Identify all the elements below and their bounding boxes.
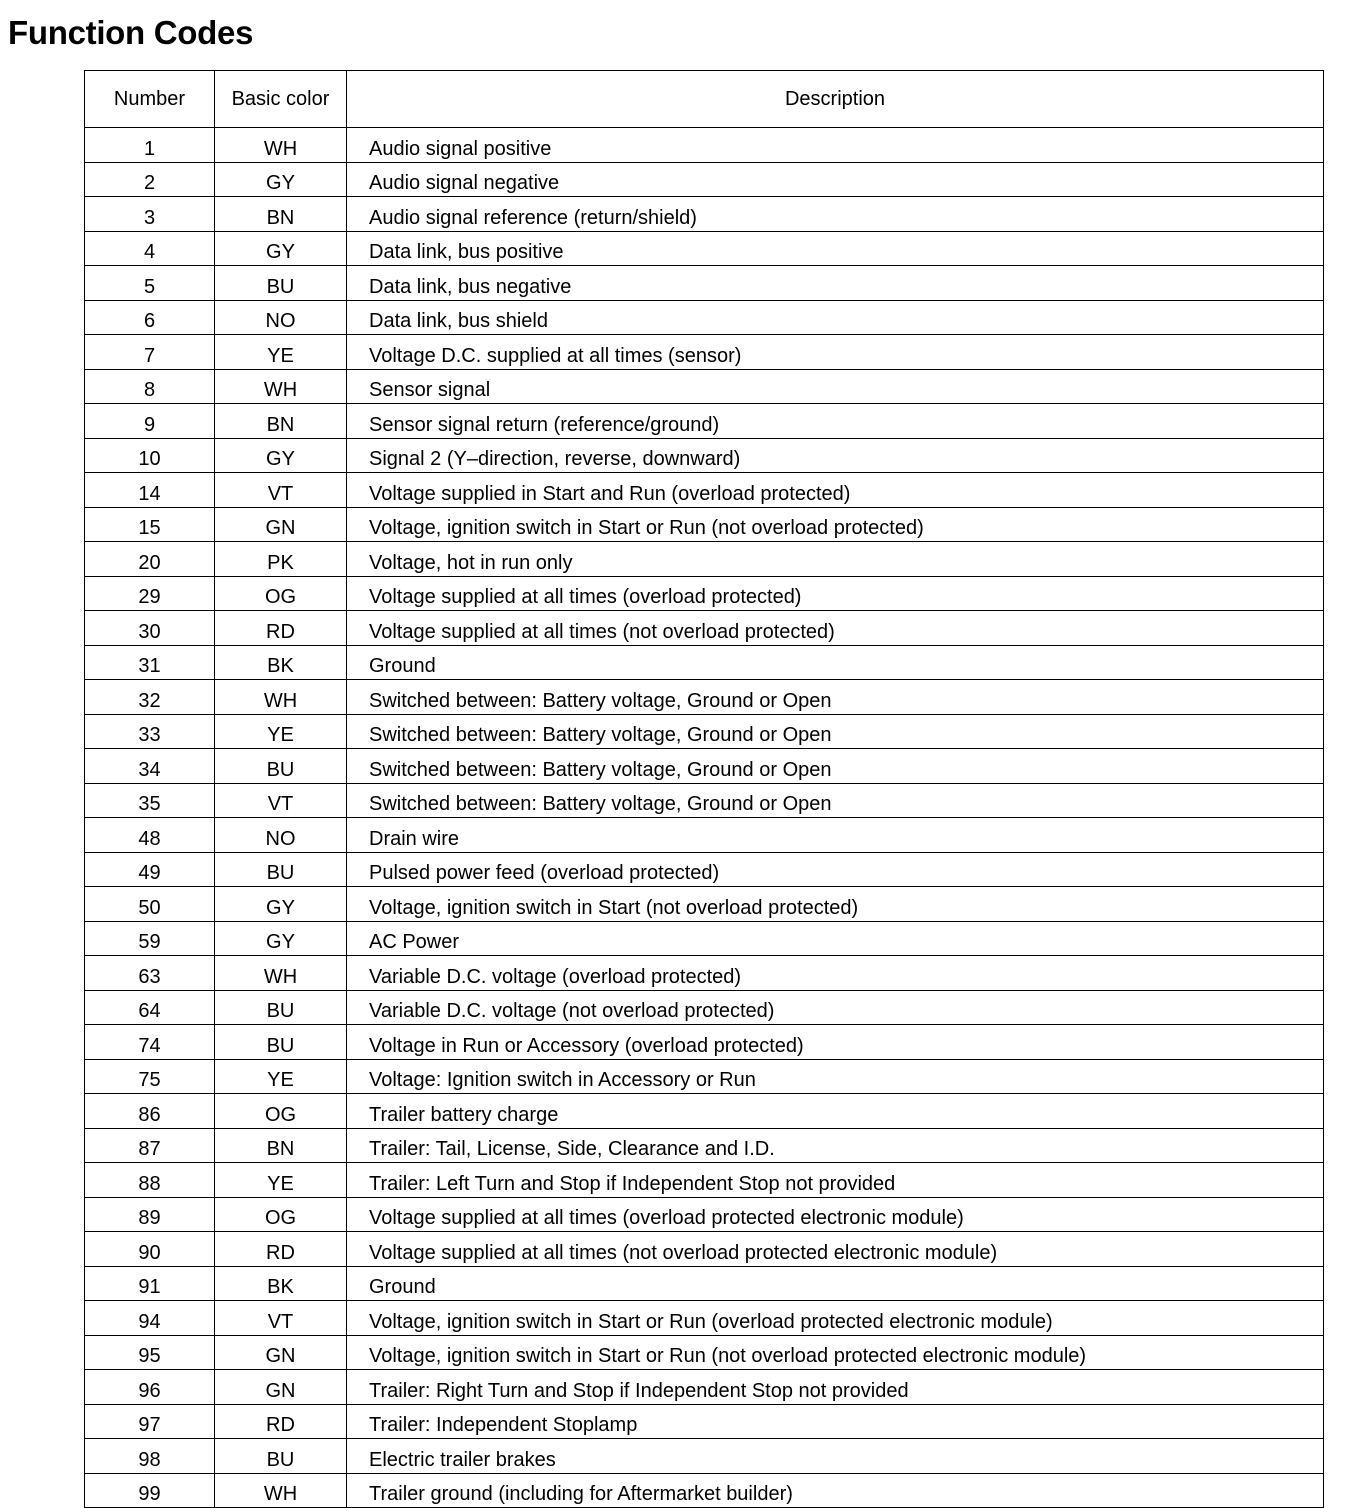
row-number: 95 bbox=[85, 1335, 215, 1370]
row-number: 49 bbox=[85, 852, 215, 887]
table-row bbox=[85, 1335, 1324, 1370]
row-description: Trailer: Independent Stoplamp bbox=[347, 1404, 1324, 1439]
row-number: 91 bbox=[85, 1266, 215, 1301]
row-description: Voltage, ignition switch in Start (not overload protected) bbox=[347, 887, 1324, 922]
row-basic-color: YE bbox=[215, 1163, 347, 1198]
row-basic-color: GN bbox=[215, 1370, 347, 1405]
table-row bbox=[85, 783, 1324, 818]
row-description: Variable D.C. voltage (overload protected) bbox=[347, 956, 1324, 991]
row-description: Variable D.C. voltage (not overload protected) bbox=[347, 990, 1324, 1025]
row-basic-color: BK bbox=[215, 645, 347, 680]
row-description: Voltage supplied at all times (overload protected) bbox=[347, 576, 1324, 611]
row-description: Drain wire bbox=[347, 818, 1324, 853]
row-description: Audio signal negative bbox=[347, 162, 1324, 197]
row-description: Audio signal reference (return/shield) bbox=[347, 197, 1324, 232]
row-number: 99 bbox=[85, 1473, 215, 1508]
table-row bbox=[85, 956, 1324, 991]
row-description: Voltage supplied at all times (overload protected electronic module) bbox=[347, 1197, 1324, 1232]
row-description: Voltage: Ignition switch in Accessory or Run bbox=[347, 1059, 1324, 1094]
row-number: 90 bbox=[85, 1232, 215, 1267]
row-basic-color: OG bbox=[215, 1197, 347, 1232]
table-body bbox=[85, 128, 1324, 1508]
row-basic-color: GN bbox=[215, 507, 347, 542]
row-number: 20 bbox=[85, 542, 215, 577]
row-description: Voltage supplied at all times (not overload protected electronic module) bbox=[347, 1232, 1324, 1267]
row-description: Voltage, ignition switch in Start or Run (not overload protected electronic module) bbox=[347, 1335, 1324, 1370]
row-description: Switched between: Battery voltage, Ground or Open bbox=[347, 783, 1324, 818]
row-number: 88 bbox=[85, 1163, 215, 1198]
row-number: 35 bbox=[85, 783, 215, 818]
row-basic-color: RD bbox=[215, 1232, 347, 1267]
row-description: AC Power bbox=[347, 921, 1324, 956]
table-row bbox=[85, 1197, 1324, 1232]
row-description: Trailer: Right Turn and Stop if Independent Stop not provided bbox=[347, 1370, 1324, 1405]
page-title: Function Codes bbox=[8, 14, 254, 51]
row-basic-color: VT bbox=[215, 783, 347, 818]
row-description: Trailer battery charge bbox=[347, 1094, 1324, 1129]
row-basic-color: BU bbox=[215, 749, 347, 784]
table-row bbox=[85, 404, 1324, 439]
row-basic-color: OG bbox=[215, 1094, 347, 1129]
row-number: 10 bbox=[85, 438, 215, 473]
header-description: Description bbox=[347, 71, 1324, 128]
row-basic-color: WH bbox=[215, 369, 347, 404]
row-basic-color: NO bbox=[215, 300, 347, 335]
row-number: 87 bbox=[85, 1128, 215, 1163]
table-row bbox=[85, 576, 1324, 611]
table-row bbox=[85, 749, 1324, 784]
table-row bbox=[85, 818, 1324, 853]
row-basic-color: WH bbox=[215, 680, 347, 715]
row-description: Switched between: Battery voltage, Ground or Open bbox=[347, 749, 1324, 784]
table-row bbox=[85, 645, 1324, 680]
row-description: Trailer: Left Turn and Stop if Independent Stop not provided bbox=[347, 1163, 1324, 1198]
row-basic-color: BU bbox=[215, 852, 347, 887]
row-description: Voltage, ignition switch in Start or Run (not overload protected) bbox=[347, 507, 1324, 542]
row-basic-color: WH bbox=[215, 1473, 347, 1508]
table-row bbox=[85, 1404, 1324, 1439]
table-row bbox=[85, 1094, 1324, 1129]
table-row bbox=[85, 852, 1324, 887]
row-number: 15 bbox=[85, 507, 215, 542]
row-basic-color: GY bbox=[215, 921, 347, 956]
row-description: Switched between: Battery voltage, Ground or Open bbox=[347, 714, 1324, 749]
table-row bbox=[85, 1370, 1324, 1405]
row-number: 8 bbox=[85, 369, 215, 404]
row-basic-color: VT bbox=[215, 1301, 347, 1336]
table-row bbox=[85, 231, 1324, 266]
row-basic-color: YE bbox=[215, 335, 347, 370]
row-number: 96 bbox=[85, 1370, 215, 1405]
row-description: Signal 2 (Y–direction, reverse, downward) bbox=[347, 438, 1324, 473]
row-number: 59 bbox=[85, 921, 215, 956]
row-number: 63 bbox=[85, 956, 215, 991]
row-number: 30 bbox=[85, 611, 215, 646]
row-basic-color: PK bbox=[215, 542, 347, 577]
row-number: 6 bbox=[85, 300, 215, 335]
row-number: 5 bbox=[85, 266, 215, 301]
row-basic-color: BN bbox=[215, 197, 347, 232]
row-number: 64 bbox=[85, 990, 215, 1025]
row-basic-color: GY bbox=[215, 438, 347, 473]
table-row bbox=[85, 542, 1324, 577]
row-basic-color: BU bbox=[215, 990, 347, 1025]
row-description: Voltage, ignition switch in Start or Run (overload protected electronic module) bbox=[347, 1301, 1324, 1336]
row-description: Electric trailer brakes bbox=[347, 1439, 1324, 1474]
row-basic-color: BU bbox=[215, 1025, 347, 1060]
row-number: 50 bbox=[85, 887, 215, 922]
row-number: 48 bbox=[85, 818, 215, 853]
row-basic-color: BU bbox=[215, 1439, 347, 1474]
row-basic-color: GY bbox=[215, 887, 347, 922]
table-row bbox=[85, 921, 1324, 956]
row-basic-color: WH bbox=[215, 128, 347, 163]
row-basic-color: YE bbox=[215, 714, 347, 749]
row-basic-color: BN bbox=[215, 404, 347, 439]
row-description: Ground bbox=[347, 645, 1324, 680]
header-number: Number bbox=[85, 71, 215, 128]
header-basic-color: Basic color bbox=[215, 71, 347, 128]
row-basic-color: OG bbox=[215, 576, 347, 611]
table-header-row bbox=[85, 71, 1324, 128]
table-row bbox=[85, 1232, 1324, 1267]
table-row bbox=[85, 300, 1324, 335]
table-row bbox=[85, 990, 1324, 1025]
row-number: 86 bbox=[85, 1094, 215, 1129]
table-row bbox=[85, 611, 1324, 646]
table-row bbox=[85, 197, 1324, 232]
table-row bbox=[85, 1163, 1324, 1198]
row-number: 34 bbox=[85, 749, 215, 784]
row-number: 3 bbox=[85, 197, 215, 232]
row-description: Voltage, hot in run only bbox=[347, 542, 1324, 577]
row-basic-color: GY bbox=[215, 162, 347, 197]
row-description: Sensor signal bbox=[347, 369, 1324, 404]
table-row bbox=[85, 1301, 1324, 1336]
row-number: 7 bbox=[85, 335, 215, 370]
row-description: Trailer: Tail, License, Side, Clearance and I.D. bbox=[347, 1128, 1324, 1163]
table-row bbox=[85, 335, 1324, 370]
row-basic-color: BN bbox=[215, 1128, 347, 1163]
row-number: 14 bbox=[85, 473, 215, 508]
table-row bbox=[85, 369, 1324, 404]
row-description: Voltage D.C. supplied at all times (sensor) bbox=[347, 335, 1324, 370]
row-number: 1 bbox=[85, 128, 215, 163]
table-row bbox=[85, 1025, 1324, 1060]
row-number: 94 bbox=[85, 1301, 215, 1336]
row-basic-color: GY bbox=[215, 231, 347, 266]
row-number: 9 bbox=[85, 404, 215, 439]
table-row bbox=[85, 438, 1324, 473]
row-number: 29 bbox=[85, 576, 215, 611]
row-description: Ground bbox=[347, 1266, 1324, 1301]
table-row bbox=[85, 1473, 1324, 1508]
row-basic-color: NO bbox=[215, 818, 347, 853]
row-number: 74 bbox=[85, 1025, 215, 1060]
row-basic-color: VT bbox=[215, 473, 347, 508]
row-basic-color: RD bbox=[215, 1404, 347, 1439]
table-row bbox=[85, 128, 1324, 163]
row-number: 89 bbox=[85, 1197, 215, 1232]
row-description: Audio signal positive bbox=[347, 128, 1324, 163]
table-row bbox=[85, 266, 1324, 301]
row-basic-color: WH bbox=[215, 956, 347, 991]
row-description: Voltage supplied in Start and Run (overload protected) bbox=[347, 473, 1324, 508]
row-basic-color: BK bbox=[215, 1266, 347, 1301]
row-number: 98 bbox=[85, 1439, 215, 1474]
row-basic-color: YE bbox=[215, 1059, 347, 1094]
table-row bbox=[85, 714, 1324, 749]
function-codes-table bbox=[84, 70, 1324, 1508]
table-row bbox=[85, 887, 1324, 922]
row-basic-color: BU bbox=[215, 266, 347, 301]
row-number: 97 bbox=[85, 1404, 215, 1439]
row-number: 2 bbox=[85, 162, 215, 197]
table-row bbox=[85, 680, 1324, 715]
row-description: Trailer ground (including for Aftermarket builder) bbox=[347, 1473, 1324, 1508]
table-row bbox=[85, 473, 1324, 508]
row-number: 4 bbox=[85, 231, 215, 266]
row-description: Data link, bus negative bbox=[347, 266, 1324, 301]
row-number: 31 bbox=[85, 645, 215, 680]
row-description: Voltage in Run or Accessory (overload protected) bbox=[347, 1025, 1324, 1060]
table-row bbox=[85, 1266, 1324, 1301]
table-row bbox=[85, 1439, 1324, 1474]
row-description: Switched between: Battery voltage, Ground or Open bbox=[347, 680, 1324, 715]
table-row bbox=[85, 162, 1324, 197]
table-row bbox=[85, 1128, 1324, 1163]
row-description: Voltage supplied at all times (not overload protected) bbox=[347, 611, 1324, 646]
table-row bbox=[85, 1059, 1324, 1094]
row-description: Sensor signal return (reference/ground) bbox=[347, 404, 1324, 439]
row-basic-color: RD bbox=[215, 611, 347, 646]
table-row bbox=[85, 507, 1324, 542]
row-number: 32 bbox=[85, 680, 215, 715]
row-description: Data link, bus shield bbox=[347, 300, 1324, 335]
row-basic-color: GN bbox=[215, 1335, 347, 1370]
row-description: Pulsed power feed (overload protected) bbox=[347, 852, 1324, 887]
row-description: Data link, bus positive bbox=[347, 231, 1324, 266]
row-number: 33 bbox=[85, 714, 215, 749]
row-number: 75 bbox=[85, 1059, 215, 1094]
